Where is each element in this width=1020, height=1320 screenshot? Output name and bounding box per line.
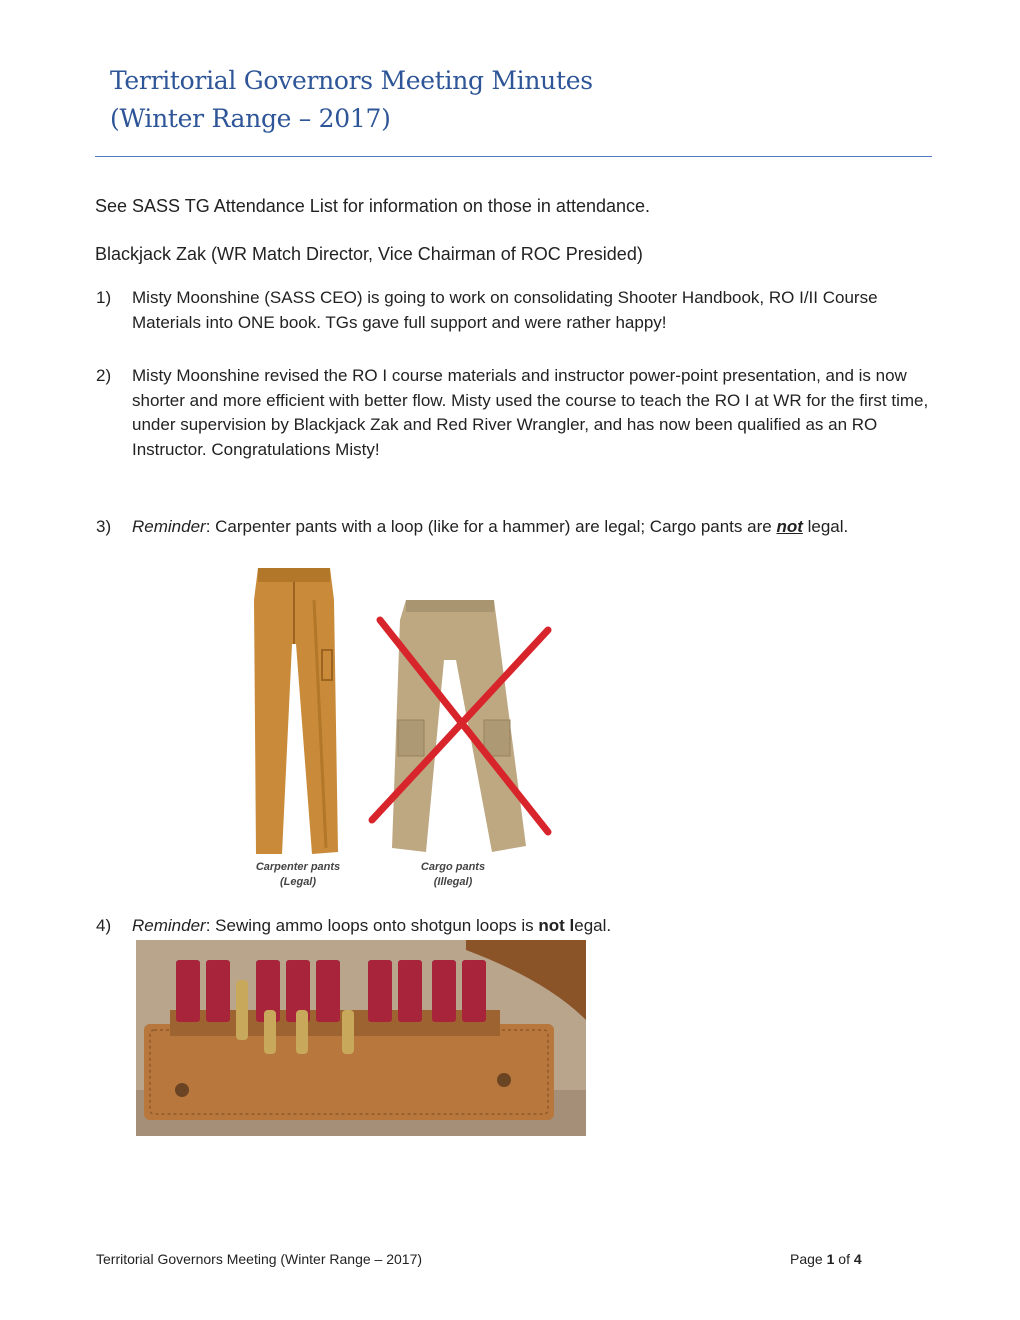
presiding-note: Blackjack Zak (WR Match Director, Vice Chairman of ROC Presided) — [95, 244, 643, 264]
caption-line: Carpenter pants — [255, 861, 341, 873]
caption-line: Cargo pants — [420, 861, 486, 873]
item-number: 4) — [96, 916, 112, 935]
item-text-part: : Sewing ammo loops onto shotgun loops is — [205, 916, 539, 935]
page-number: 1 — [826, 1251, 835, 1267]
item-text-part: legal. — [802, 517, 849, 536]
item-number: 2) — [96, 366, 112, 385]
page-total: 4 — [853, 1251, 862, 1267]
cargo-pants-image — [372, 600, 548, 852]
item-number: 3) — [96, 517, 112, 536]
reminder-label: Reminder — [132, 517, 206, 536]
page-indicator — [790, 1251, 862, 1267]
title-divider — [95, 156, 932, 157]
emphasis-not: not — [776, 517, 803, 536]
title-line-2: (Winter Range – 2017) — [110, 104, 391, 133]
item-text — [132, 914, 932, 939]
shotgun-shell — [316, 960, 340, 1022]
item-text: Misty Moonshine (SASS CEO) is going to work on consolidating Shooter Handbook, RO I/II Course Materials into ONE book. TGs gave full support and were rather happy! — [132, 288, 878, 332]
ammo-cartridge — [296, 1010, 308, 1054]
shotgun-shell — [432, 960, 456, 1022]
shotgun-shell — [398, 960, 422, 1022]
shotgun-shell — [206, 960, 230, 1022]
shotgun-shell — [462, 960, 486, 1022]
cargo-pocket-left — [398, 720, 424, 756]
carpenter-pants-caption — [243, 860, 353, 890]
of-word: of — [834, 1251, 854, 1267]
shotgun-loops-photo — [136, 940, 586, 1136]
ammo-cartridge — [264, 1010, 276, 1054]
attendance-note: See SASS TG Attendance List for information on those in attendance. — [95, 196, 651, 216]
item-text-part: : Carpenter pants with a loop (like for a hammer) are legal; Cargo pants are — [205, 517, 777, 536]
shotgun-shell — [368, 960, 392, 1022]
emphasis-not: not l — [538, 916, 575, 935]
cargo-pants-caption — [398, 860, 508, 890]
reminder-label: Reminder — [132, 916, 206, 935]
caption-line: (Illegal) — [433, 876, 473, 888]
item-text — [132, 515, 932, 540]
ammo-cartridge — [342, 1010, 354, 1054]
ammo-cartridge — [236, 980, 248, 1040]
caption-line: (Legal) — [279, 876, 317, 888]
carpenter-waistband — [258, 568, 330, 582]
document-title — [110, 62, 593, 138]
page-word: Page — [790, 1251, 827, 1267]
title-line-1: Territorial Governors Meeting Minutes — [110, 66, 593, 95]
shotgun-shell — [176, 960, 200, 1022]
belt-rivet — [497, 1073, 511, 1087]
item-text-part: egal. — [574, 916, 612, 935]
item-number: 1) — [96, 288, 112, 307]
carpenter-pants-image — [254, 568, 338, 854]
pants-comparison-figure — [230, 560, 590, 900]
shotgun-shells — [176, 960, 486, 1022]
footer-title: Territorial Governors Meeting (Winter Range – 2017) — [96, 1251, 423, 1267]
belt-rivet — [175, 1083, 189, 1097]
item-text: Misty Moonshine revised the RO I course materials and instructor power-point presentation, and is now shorter and more efficient with better flow. Misty used the course to teach the RO I at WR for the first time, under supervision by Blackjack Zak and Red River Wrangler, and has now been qualified as an RO Instructor. Congratulations Misty! — [132, 366, 929, 459]
cargo-waistband — [406, 600, 494, 612]
